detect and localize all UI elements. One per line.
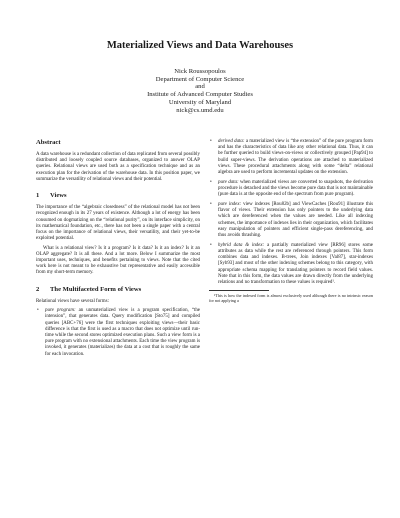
author-institute: Institute of Advanced Computer Studies [147, 91, 253, 99]
item-term: pure data: [218, 179, 239, 185]
item-text: a partially materialized view [RR96] stores some attributes as data while the rest are referenced through pointers. This form combines data and indexes. B-trees, Join indexes [Val87], star-indexes [Syb93] and most of the other indexing schemes belong to this category, with appropriate schema mapping for translating pointers to record field values. Note that in this form, the data values are drawn directly from the underlying relations and no transformation to these values is required¹. [218, 242, 373, 286]
footnote: ¹This is how the indexed form is almost exclusively used although there is no intrinsic reason for not applying a [209, 293, 373, 304]
left-column [36, 139, 200, 361]
item-text: view indexes [Rou82b] and ViewCaches [Rou91] illustrate this flavor of views. Their extension has only pointers to the underlying data which are dereferenced when the values are needed. Like all indexing schemes, the importance of indexes lies in their organization, which facilitates easy manipulation of pointers and efficient single-pass dereferencing, and thus avoids thrashing. [218, 202, 374, 239]
author-department: Department of Computer Science [155, 75, 245, 83]
section-2-number: 2 [36, 285, 40, 293]
item-term: derived data: [218, 139, 245, 144]
bullet-icon: • [210, 202, 212, 208]
abstract-text: A data warehouse is a redundant collection of data replicated from several possibly distributed and loosely coupled source databases, organized to answer OLAP queries. Relational views are used both as a specification technique and as an execution plan for the derivation of the warehouse data. In this position paper, we summarize the versatility of relational views and their potential. [36, 152, 200, 182]
section-2-intro: Relational views have several forms: [36, 298, 109, 304]
author-block [0, 68, 400, 114]
section-1-paragraph-1: The importance of the “algebraic closedness” of the relational model has not been recognized enough in its 27 years of existence. Although a lot of energy has been consumed on dogmatizing on the “relational purity”, on its interface simplicity, on its mathematical foundation, etc., there has not been a single paper with a central focus on the importance of relational views, their versatility, and their yet-to-be exploited potential. [36, 205, 200, 242]
list-item [36, 308, 200, 358]
section-2-heading [36, 286, 200, 294]
item-term: pure program: [45, 308, 76, 314]
bullet-icon: • [210, 139, 212, 144]
section-1-paragraph-2: What is a relational view? Is it a program? Is it data? Is it an index? Is it an OLAP aggregate? It is all these. And a lot more. Below I summarize the most important uses, techniques, and benefits pertaining to views. Note that the cited work here is not meant to be exhaustive but representative and easily accessible from my short-term memory. [36, 245, 200, 276]
list-item [209, 139, 373, 176]
list-item [209, 202, 373, 239]
item-text: a materialized view is “the extension” of the pure program form and has the characteristics of data like any other relational data. Thus, it can be further queried to build views-on-views or collectively grouped [Pap94] to build super-views. The derivation operations are attached to materialized views. These procedural attachments along with some “delta” relational algebra are used to perform incremental updates on the extension. [218, 139, 374, 176]
bullet-icon: • [210, 179, 212, 185]
list-item [209, 243, 373, 286]
list-item [209, 180, 373, 199]
section-1-heading [36, 192, 200, 200]
abstract-heading: Abstract [36, 139, 61, 146]
author-and: and [195, 83, 205, 91]
paper-title: Materialized Views and Data Warehouses [106, 40, 294, 51]
author-university: University of Maryland [168, 98, 232, 106]
item-text: an unmaterialized view is a program specification, “the intension”, that generates data. Query modification [Sto75] and compiled queries [ABC+76] were the first techniques exploiting views—their basic difference is that the first is used as a macro that does not optimize until run-time while the second stores optimized execution plans. Such a view form is a pure program with no extensional attachments. Each time the view program is invoked, it generates (materializes) the data at a cost that is roughly the same for each invocation. [45, 308, 201, 357]
bullet-icon: • [210, 242, 212, 248]
bullet-icon: • [37, 308, 39, 314]
section-1-number: 1 [36, 192, 40, 200]
item-text: when materialized views are converted to snapshots, the derivation procedure is detached and the views become pure data that is not maintainable (pure data is at the opposite end of the spectrum from pure program). [218, 179, 373, 198]
section-2-title: The Multifaceted Form of Views [50, 285, 142, 293]
view-forms-list-right [209, 139, 373, 286]
item-term: pure index: [218, 202, 242, 208]
item-term: hybrid data & index: [218, 242, 265, 248]
author-email: nick@cs.umd.edu [176, 106, 224, 114]
section-1-title: Views [50, 192, 67, 200]
right-column [209, 139, 373, 303]
view-forms-list-left [36, 308, 200, 358]
footnote-divider [209, 290, 269, 291]
author-name: Nick Roussopoulos [174, 68, 226, 75]
